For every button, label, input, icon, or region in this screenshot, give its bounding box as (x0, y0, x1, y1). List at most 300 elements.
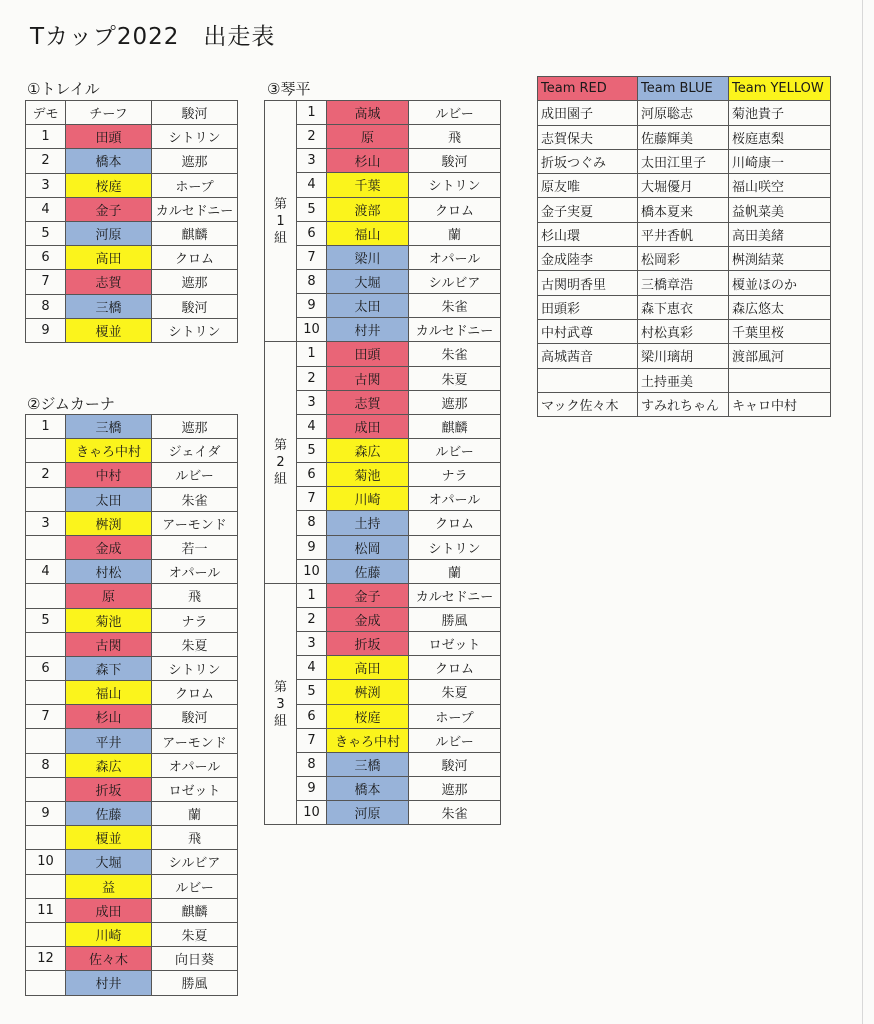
entry-number: 5 (297, 438, 327, 462)
horse-name: 向日葵 (152, 947, 238, 971)
team-blue-member: 梁川璃胡 (638, 344, 729, 368)
trail-table (25, 100, 238, 343)
rider-name: 千葉 (327, 173, 409, 197)
rider-name: 高田 (66, 246, 152, 270)
team-yellow-header: Team YELLOW (729, 77, 831, 101)
kotohira-table (264, 100, 501, 825)
entry-number: 8 (26, 294, 66, 318)
horse-name: 朱雀 (409, 342, 501, 366)
rider-name: 田頭 (66, 125, 152, 149)
horse-name: 飛 (152, 584, 238, 608)
trail-header-chief: チーフ (66, 101, 152, 125)
rider-name: 佐藤 (66, 802, 152, 826)
entry-number: 2 (297, 607, 327, 631)
entry-number: 10 (297, 559, 327, 583)
entry-number (26, 922, 66, 946)
horse-name: 朱夏 (152, 632, 238, 656)
rider-name: 松岡 (327, 535, 409, 559)
horse-name: 駿河 (409, 752, 501, 776)
kotohira-row (265, 149, 501, 173)
kotohira-row (265, 801, 501, 825)
rider-name: 大堀 (66, 850, 152, 874)
horse-name: カルセドニー (152, 197, 238, 221)
entry-number: 7 (26, 705, 66, 729)
team-blue-member: 平井香帆 (638, 222, 729, 246)
team-member-row (538, 271, 831, 295)
team-red-member: 杉山環 (538, 222, 638, 246)
horse-name: 麒麟 (409, 414, 501, 438)
rider-name: 榎並 (66, 318, 152, 342)
team-blue-member: 太田江里子 (638, 149, 729, 173)
kotohira-row (265, 607, 501, 631)
team-member-row (538, 222, 831, 246)
gymkhana-row (26, 971, 238, 995)
team-blue-member: 佐藤輝美 (638, 125, 729, 149)
team-blue-member: 大堀優月 (638, 174, 729, 198)
team-red-member: 折坂つぐみ (538, 149, 638, 173)
horse-name: 遮那 (409, 776, 501, 800)
section-title-gymkhana: ②ジムカーナ (27, 395, 115, 413)
horse-name: 駿河 (409, 149, 501, 173)
horse-name: 蘭 (409, 221, 501, 245)
entry-number: 4 (297, 173, 327, 197)
entry-number: 8 (297, 269, 327, 293)
team-member-row (538, 125, 831, 149)
kotohira-row (265, 632, 501, 656)
horse-name: シルビア (152, 850, 238, 874)
team-yellow-member: 森広悠太 (729, 295, 831, 319)
horse-name: 若一 (152, 535, 238, 559)
horse-name: クロム (409, 197, 501, 221)
rider-name: 益 (66, 874, 152, 898)
rider-name: 三橋 (327, 752, 409, 776)
trail-row (26, 149, 238, 173)
gymkhana-row (26, 415, 238, 439)
group-label: 第 3 組 (265, 583, 297, 824)
entry-number: 10 (297, 318, 327, 342)
horse-name: シルビア (409, 269, 501, 293)
entry-number: 3 (26, 173, 66, 197)
entry-number (26, 487, 66, 511)
rider-name: 桜庭 (66, 173, 152, 197)
kotohira-row (265, 197, 501, 221)
entry-number: 9 (297, 535, 327, 559)
rider-name: 森広 (327, 438, 409, 462)
gymkhana-row (26, 777, 238, 801)
rider-name: きゃろ中村 (327, 728, 409, 752)
team-yellow-member: 桜庭恵梨 (729, 125, 831, 149)
team-red-member: 田頭彩 (538, 295, 638, 319)
gymkhana-row (26, 947, 238, 971)
horse-name: ホープ (409, 704, 501, 728)
horse-name: 遮那 (152, 415, 238, 439)
section-title-trail: ①トレイル (27, 80, 100, 98)
rider-name: 折坂 (327, 632, 409, 656)
rider-name: 橋本 (327, 776, 409, 800)
kotohira-row (265, 511, 501, 535)
kotohira-row (265, 366, 501, 390)
kotohira-row (265, 342, 501, 366)
team-yellow-member: 菊池貴子 (729, 101, 831, 125)
team-red-member: 志賀保夫 (538, 125, 638, 149)
entry-number: 8 (26, 753, 66, 777)
team-blue-member: 河原聡志 (638, 101, 729, 125)
rider-name: 福山 (66, 681, 152, 705)
entry-number: 5 (297, 680, 327, 704)
horse-name: ナラ (152, 608, 238, 632)
team-member-row (538, 368, 831, 392)
entry-number: 7 (26, 270, 66, 294)
horse-name: オパール (152, 560, 238, 584)
team-member-row (538, 319, 831, 343)
rider-name: 桜庭 (327, 704, 409, 728)
horse-name: 駿河 (152, 294, 238, 318)
team-red-member: マック佐々木 (538, 392, 638, 416)
entry-number: 2 (26, 149, 66, 173)
team-blue-member: すみれちゃん (638, 392, 729, 416)
entry-number (26, 681, 66, 705)
team-red-member: 成田園子 (538, 101, 638, 125)
entry-number: 2 (26, 463, 66, 487)
kotohira-row (265, 680, 501, 704)
gymkhana-row (26, 463, 238, 487)
horse-name: アーモンド (152, 729, 238, 753)
kotohira-row (265, 656, 501, 680)
entry-number: 9 (26, 318, 66, 342)
rider-name: きゃろ中村 (66, 439, 152, 463)
rider-name: 高田 (327, 656, 409, 680)
kotohira-row (265, 245, 501, 269)
entry-number (26, 729, 66, 753)
kotohira-row (265, 438, 501, 462)
team-yellow-member: 益帆菜美 (729, 198, 831, 222)
horse-name: 駿河 (152, 705, 238, 729)
team-member-row (538, 149, 831, 173)
kotohira-row (265, 487, 501, 511)
team-red-header: Team RED (538, 77, 638, 101)
horse-name: ルビー (409, 101, 501, 125)
entry-number (26, 777, 66, 801)
entry-number: 7 (297, 487, 327, 511)
rider-name: 菊池 (66, 608, 152, 632)
rider-name: 村井 (66, 971, 152, 995)
entry-number: 4 (297, 414, 327, 438)
horse-name: ホープ (152, 173, 238, 197)
team-blue-member: 村松真彩 (638, 319, 729, 343)
entry-number: 6 (26, 246, 66, 270)
horse-name: 蘭 (409, 559, 501, 583)
entry-number: 1 (26, 415, 66, 439)
rider-name: 志賀 (66, 270, 152, 294)
gymkhana-row (26, 632, 238, 656)
horse-name: 勝風 (152, 971, 238, 995)
team-red-member: 金成陸李 (538, 247, 638, 271)
team-yellow-member: 渡部風河 (729, 344, 831, 368)
entry-number (26, 632, 66, 656)
horse-name: ルビー (152, 874, 238, 898)
kotohira-row (265, 559, 501, 583)
gymkhana-table (25, 414, 238, 996)
team-yellow-member: 福山咲空 (729, 174, 831, 198)
trail-row (26, 246, 238, 270)
page-edge-line (862, 0, 863, 1024)
teams-table (537, 76, 831, 417)
entry-number: 9 (297, 294, 327, 318)
trail-row (26, 125, 238, 149)
team-red-member (538, 368, 638, 392)
entry-number: 9 (26, 802, 66, 826)
rider-name: 志賀 (327, 390, 409, 414)
rider-name: 成田 (327, 414, 409, 438)
entry-number: 11 (26, 898, 66, 922)
rider-name: 三橋 (66, 294, 152, 318)
rider-name: 川崎 (66, 922, 152, 946)
horse-name: シトリン (152, 656, 238, 680)
horse-name: 朱夏 (409, 366, 501, 390)
team-member-row (538, 174, 831, 198)
horse-name: 朱雀 (409, 294, 501, 318)
rider-name: 佐藤 (327, 559, 409, 583)
rider-name: 森広 (66, 753, 152, 777)
rider-name: 河原 (327, 801, 409, 825)
kotohira-row (265, 583, 501, 607)
horse-name: 麒麟 (152, 221, 238, 245)
horse-name: シトリン (152, 318, 238, 342)
rider-name: 三橋 (66, 415, 152, 439)
team-yellow-member: 千葉里桜 (729, 319, 831, 343)
entry-number: 7 (297, 728, 327, 752)
rider-name: 原 (327, 125, 409, 149)
horse-name: アーモンド (152, 511, 238, 535)
entry-number: 6 (297, 463, 327, 487)
kotohira-row (265, 535, 501, 559)
entry-number: 3 (297, 632, 327, 656)
team-yellow-member: 榎並ほのか (729, 271, 831, 295)
gymkhana-row (26, 487, 238, 511)
gymkhana-row (26, 656, 238, 680)
trail-row (26, 197, 238, 221)
kotohira-row (265, 173, 501, 197)
rider-name: 福山 (327, 221, 409, 245)
team-member-row (538, 101, 831, 125)
team-red-member: 古関明香里 (538, 271, 638, 295)
rider-name: 成田 (66, 898, 152, 922)
trail-row (26, 270, 238, 294)
rider-name: 村松 (66, 560, 152, 584)
kotohira-row (265, 318, 501, 342)
entry-number: 10 (26, 850, 66, 874)
rider-name: 佐々木 (66, 947, 152, 971)
entry-number (26, 439, 66, 463)
rider-name: 桝渕 (66, 511, 152, 535)
team-member-row (538, 392, 831, 416)
rider-name: 杉山 (327, 149, 409, 173)
horse-name: ルビー (409, 728, 501, 752)
horse-name: 勝風 (409, 607, 501, 631)
entry-number (26, 535, 66, 559)
entry-number: 2 (297, 366, 327, 390)
gymkhana-row (26, 729, 238, 753)
kotohira-row (265, 728, 501, 752)
group-label: 第 2 組 (265, 342, 297, 583)
team-yellow-member: 高田美緒 (729, 222, 831, 246)
horse-name: 飛 (152, 826, 238, 850)
rider-name: 村井 (327, 318, 409, 342)
rider-name: 金子 (66, 197, 152, 221)
rider-name: 杉山 (66, 705, 152, 729)
horse-name: 麒麟 (152, 898, 238, 922)
teams-header-row (538, 77, 831, 101)
rider-name: 金成 (66, 535, 152, 559)
horse-name: ルビー (152, 463, 238, 487)
rider-name: 田頭 (327, 342, 409, 366)
team-yellow-member (729, 368, 831, 392)
horse-name: ロゼット (152, 777, 238, 801)
entry-number (26, 874, 66, 898)
horse-name: 飛 (409, 125, 501, 149)
rider-name: 土持 (327, 511, 409, 535)
entry-number: 1 (297, 101, 327, 125)
entry-number: 3 (297, 390, 327, 414)
rider-name: 河原 (66, 221, 152, 245)
team-red-member: 中村武尊 (538, 319, 638, 343)
section-title-kotohira: ③琴平 (267, 80, 311, 98)
rider-name: 桝渕 (327, 680, 409, 704)
entry-number: 4 (297, 656, 327, 680)
horse-name: オパール (152, 753, 238, 777)
rider-name: 金子 (327, 583, 409, 607)
horse-name: クロム (152, 681, 238, 705)
team-yellow-member: キャロ中村 (729, 392, 831, 416)
team-yellow-member: 川崎康一 (729, 149, 831, 173)
entry-number: 1 (297, 583, 327, 607)
rider-name: 原 (66, 584, 152, 608)
page-title: Tカップ2022 出走表 (30, 24, 276, 50)
rider-name: 森下 (66, 656, 152, 680)
team-member-row (538, 198, 831, 222)
gymkhana-row (26, 898, 238, 922)
entry-number: 6 (297, 704, 327, 728)
team-blue-member: 土持亜美 (638, 368, 729, 392)
entry-number: 10 (297, 801, 327, 825)
team-blue-member: 松岡彩 (638, 247, 729, 271)
rider-name: 榎並 (66, 826, 152, 850)
entry-number: 1 (26, 125, 66, 149)
kotohira-row (265, 414, 501, 438)
horse-name: 蘭 (152, 802, 238, 826)
rider-name: 古関 (66, 632, 152, 656)
rider-name: 古関 (327, 366, 409, 390)
trail-header-horse: 駿河 (152, 101, 238, 125)
entry-number: 5 (297, 197, 327, 221)
team-blue-member: 三橋章浩 (638, 271, 729, 295)
gymkhana-row (26, 681, 238, 705)
entry-number: 9 (297, 776, 327, 800)
trail-row (26, 221, 238, 245)
entry-number (26, 971, 66, 995)
horse-name: シトリン (409, 535, 501, 559)
horse-name: ジェイダ (152, 439, 238, 463)
rider-name: 平井 (66, 729, 152, 753)
kotohira-row (265, 125, 501, 149)
gymkhana-row (26, 608, 238, 632)
horse-name: クロム (409, 511, 501, 535)
kotohira-row (265, 294, 501, 318)
trail-header-no: デモ (26, 101, 66, 125)
entry-number: 5 (26, 608, 66, 632)
team-blue-member: 森下恵衣 (638, 295, 729, 319)
entry-number: 3 (297, 149, 327, 173)
gymkhana-row (26, 753, 238, 777)
gymkhana-row (26, 826, 238, 850)
team-blue-header: Team BLUE (638, 77, 729, 101)
entry-number: 3 (26, 511, 66, 535)
gymkhana-row (26, 584, 238, 608)
kotohira-row (265, 776, 501, 800)
trail-row (26, 173, 238, 197)
horse-name: カルセドニー (409, 318, 501, 342)
gymkhana-row (26, 535, 238, 559)
entry-number (26, 584, 66, 608)
kotohira-row (265, 704, 501, 728)
horse-name: 遮那 (152, 149, 238, 173)
team-member-row (538, 247, 831, 271)
horse-name: シトリン (152, 125, 238, 149)
rider-name: 折坂 (66, 777, 152, 801)
kotohira-row (265, 463, 501, 487)
horse-name: 遮那 (409, 390, 501, 414)
horse-name: オパール (409, 245, 501, 269)
team-blue-member: 橋本夏来 (638, 198, 729, 222)
entry-number: 4 (26, 197, 66, 221)
trail-header-row (26, 101, 238, 125)
entry-number: 1 (297, 342, 327, 366)
entry-number: 2 (297, 125, 327, 149)
rider-name: 中村 (66, 463, 152, 487)
gymkhana-row (26, 705, 238, 729)
rider-name: 高城 (327, 101, 409, 125)
entry-number: 5 (26, 221, 66, 245)
horse-name: カルセドニー (409, 583, 501, 607)
kotohira-row (265, 269, 501, 293)
rider-name: 川崎 (327, 487, 409, 511)
rider-name: 金成 (327, 607, 409, 631)
gymkhana-row (26, 802, 238, 826)
horse-name: 朱夏 (152, 922, 238, 946)
gymkhana-row (26, 439, 238, 463)
entry-number: 6 (297, 221, 327, 245)
entry-number: 6 (26, 656, 66, 680)
entry-number: 8 (297, 752, 327, 776)
trail-row (26, 294, 238, 318)
kotohira-row (265, 752, 501, 776)
gymkhana-row (26, 511, 238, 535)
horse-name: 朱雀 (152, 487, 238, 511)
horse-name: シトリン (409, 173, 501, 197)
rider-name: 渡部 (327, 197, 409, 221)
horse-name: クロム (409, 656, 501, 680)
rider-name: 橋本 (66, 149, 152, 173)
horse-name: ロゼット (409, 632, 501, 656)
entry-number: 4 (26, 560, 66, 584)
entry-number: 7 (297, 245, 327, 269)
gymkhana-row (26, 922, 238, 946)
gymkhana-row (26, 874, 238, 898)
team-red-member: 高城茜音 (538, 344, 638, 368)
rider-name: 大堀 (327, 269, 409, 293)
kotohira-row (265, 101, 501, 125)
horse-name: ルビー (409, 438, 501, 462)
